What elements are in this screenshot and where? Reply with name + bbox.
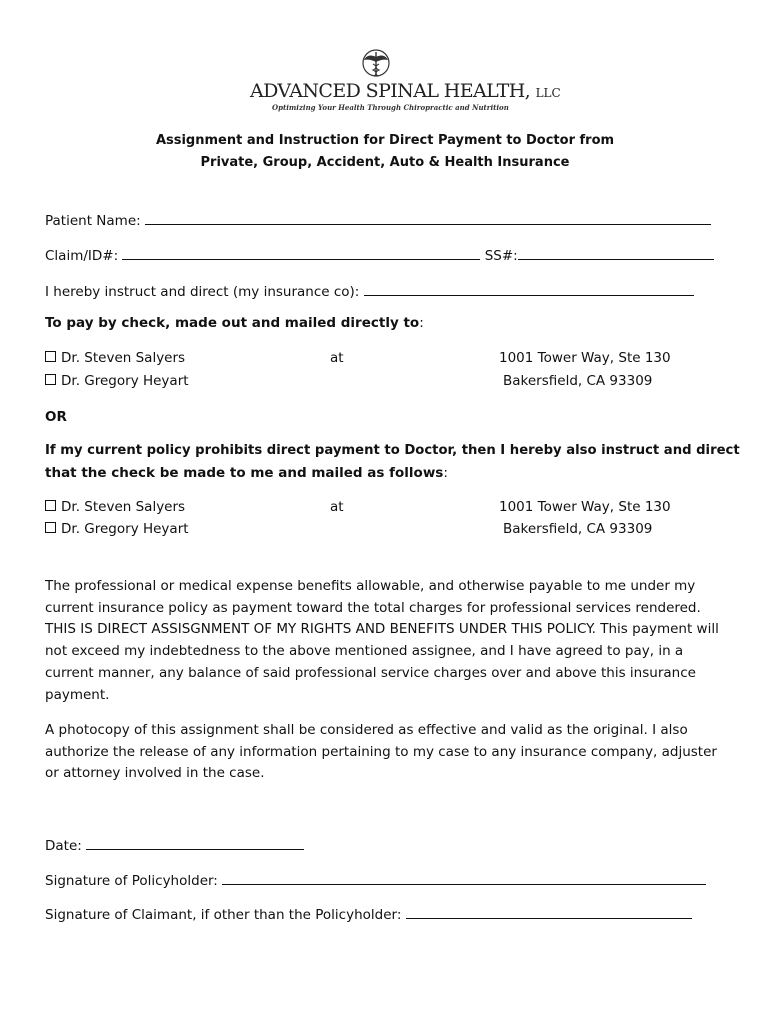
insurance-co-row [45,282,694,300]
date-row [45,836,304,854]
doctor-heyart-option-2 [45,521,189,537]
doctor-heyart-checkbox-2[interactable] [45,522,56,533]
company-name: ADVANCED SPINAL HEALTH, LLC [250,80,561,102]
at-label-1: at [330,350,344,366]
pay-check-heading [45,315,424,331]
doctor-salyers-option-1 [45,350,185,366]
claim-id-label: Claim/ID#: [45,248,119,264]
claim-id-row [45,246,714,264]
company-suffix: LLC [535,86,561,100]
or-label: OR [45,409,67,425]
form-title-line-1: Assignment and Instruction for Direct Payment to Doctor from [155,133,615,148]
date-label: Date: [45,838,82,854]
alt-instruction-colon: : [443,465,448,481]
patient-name-label: Patient Name: [45,213,141,229]
alt-instruction-line-2-text: that the check be made to me and mailed as follows [45,465,444,481]
doctor-heyart-label-1: Dr. Gregory Heyart [61,373,189,389]
claimant-signature-row [45,905,692,923]
doctor-salyers-checkbox-1[interactable] [45,351,56,362]
at-label-2: at [330,499,344,515]
patient-name-field[interactable] [145,211,711,225]
company-logo [250,48,561,114]
claim-id-field[interactable] [122,246,480,260]
patient-name-row [45,211,711,229]
address-line-1-block-1: 1001 Tower Way, Ste 130 [499,350,671,366]
benefits-paragraph: The professional or medical expense benefits allowable, and otherwise payable to me under my current insurance policy as payment toward the total charges for professional services rendered. THIS IS DIRECT ASSISGNMENT OF MY RIGHTS AND BENEFITS UNDER THIS POLICY. This payment will not exceed my indebtedness to the above mentioned assignee, and I have agreed to pay, in a current manner, any balance of said professional service charges over and above this insurance payment. [45,578,719,703]
address-line-1-block-2: 1001 Tower Way, Ste 130 [499,499,671,515]
policyholder-signature-field[interactable] [222,871,706,885]
claimant-signature-label: Signature of Claimant, if other than the Policyholder: [45,907,402,923]
policyholder-signature-row [45,871,706,889]
ss-label: SS#: [484,248,518,264]
form-title-line-2: Private, Group, Accident, Auto & Health Insurance [200,155,570,170]
alt-instruction-line-1: If my current policy prohibits direct payment to Doctor, then I hereby also instruct and direct [45,443,740,458]
doctor-heyart-label-2: Dr. Gregory Heyart [61,521,189,537]
doctor-salyers-option-2 [45,499,185,515]
photocopy-paragraph: A photocopy of this assignment shall be considered as effective and valid as the original. I also authorize the release of any information pertaining to my case to any insurance company, adjuster or attorney involved in the case. [45,722,717,782]
alt-instruction-line-2 [45,465,448,481]
insurance-co-label: I hereby instruct and direct (my insurance co): [45,284,360,300]
doctor-heyart-option-1 [45,373,189,389]
pay-check-colon: : [419,315,424,331]
pay-check-heading-text: To pay by check, made out and mailed directly to [45,315,420,331]
address-line-2-block-2: Bakersfield, CA 93309 [503,521,653,537]
date-field[interactable] [86,836,304,850]
doctor-salyers-label-1: Dr. Steven Salyers [61,350,186,366]
policyholder-signature-label: Signature of Policyholder: [45,873,218,889]
doctor-heyart-checkbox-1[interactable] [45,374,56,385]
insurance-co-field[interactable] [364,282,694,296]
doctor-salyers-checkbox-2[interactable] [45,500,56,511]
doctor-salyers-label-2: Dr. Steven Salyers [61,499,186,515]
company-tagline: Optimizing Your Health Through Chiropractic and Nutrition [272,103,509,112]
caduceus-wings-logo-icon [360,48,392,82]
ss-field[interactable] [518,246,714,260]
address-line-2-block-1: Bakersfield, CA 93309 [503,373,653,389]
claimant-signature-field[interactable] [406,905,692,919]
